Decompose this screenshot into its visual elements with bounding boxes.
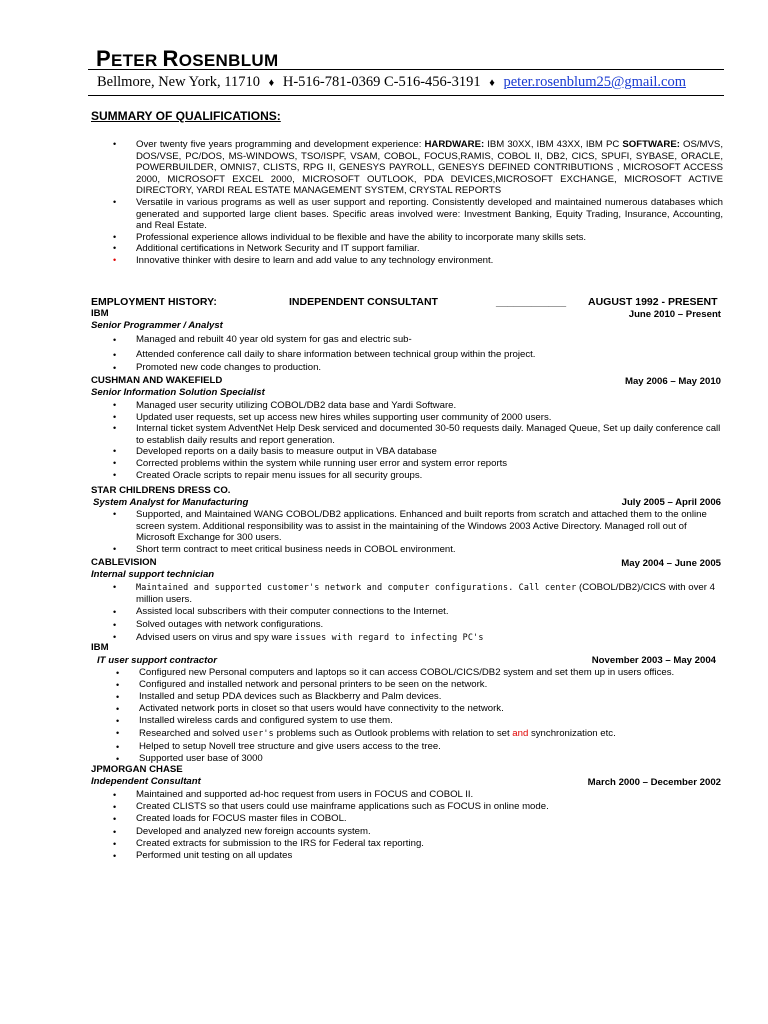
company-name: CUSHMAN AND WAKEFIELD — [91, 375, 223, 386]
list-item: • Created loads for FOCUS master files in COBOL. — [136, 813, 723, 825]
summary-item: • Over twenty five years programming and development experience: HARDWARE: IBM 30XX, IBM 43XX, IBM PC SOFTWARE: OS/MVS, DOS/VSE, PC/DOS, MS-WINDOWS, TSO/ISPF, VSAM, COBOL, FOCUS,RAMIS, COBOL II, DB2, CICS, SPUFI, SYBASE, ORACLE, POWERBUILDER, OMNIS7, CLISTS, RPG II, GENESYS PAYROLL, GENESYS DEFINED CONTRIBUTIONS , MICROSOFT ACCESS 2000, MICROSOFT EXCEL 2000, MICROSOFT OUTLOOK, PDA DEVICES,MICROSOFT EXCHANGE, MICROSOFT ACTIVE DIRECTORY, YARDI REAL ESTATE MANAGEMENT SYSTEM, CRYSTAL REPORTS — [136, 139, 723, 197]
list-item: • Created Oracle scripts to repair menu issues for all security groups. — [136, 470, 723, 482]
list-item: • Corrected problems within the system while running user error and system error reports — [136, 458, 723, 470]
job-bullets — [136, 400, 723, 481]
job-title: Internal support technician — [91, 569, 215, 580]
resume-name: PETER ROSENBLUM — [96, 46, 279, 71]
list-item: • Supported user base of 3000 — [139, 753, 723, 765]
company-name: JPMORGAN CHASE — [91, 764, 183, 775]
list-item: • Promoted new code changes to production. — [136, 362, 723, 375]
job-dates: March 2000 – December 2002 — [587, 777, 721, 788]
list-item: • Managed user security utilizing COBOL/DB2 data base and Yardi Software. — [136, 400, 723, 412]
list-item: • Installed wireless cards and configured system to use them. — [139, 715, 723, 727]
list-item: • Maintained and supported ad-hoc request from users in FOCUS and COBOL II. — [136, 789, 723, 801]
job-title: IT user support contractor — [97, 655, 217, 666]
job-dates: July 2005 – April 2006 — [621, 497, 721, 508]
list-item: • Internal ticket system AdventNet Help Desk serviced and documented 30-50 requests daily. Managed Queue, Set up daily conference call to establish daily results and report generation. — [136, 423, 723, 446]
job-bullets — [136, 334, 723, 375]
job-bullets — [139, 667, 723, 765]
company-name: IBM — [91, 308, 109, 319]
employment-blank: ____________ — [496, 296, 567, 308]
job-bullets — [136, 509, 723, 555]
list-item: • Assisted local subscribers with their computer connections to the Internet. — [136, 606, 723, 618]
list-item: • Short term contract to meet critical business needs in COBOL environment. — [136, 544, 723, 556]
job-dates: June 2010 – Present — [628, 309, 721, 320]
job-title: Independent Consultant — [91, 776, 201, 787]
email-link[interactable]: peter.rosenblum25@gmail.com — [503, 74, 686, 90]
employment-heading: EMPLOYMENT HISTORY: — [91, 296, 217, 308]
separator-diamond-icon: ♦ — [268, 77, 275, 89]
header-rule-bottom — [88, 95, 724, 96]
employment-consultant: INDEPENDENT CONSULTANT — [289, 296, 438, 308]
employment-range: AUGUST 1992 - PRESENT — [588, 296, 718, 308]
summary-heading: SUMMARY OF QUALIFICATIONS: — [91, 109, 281, 123]
list-item: • Advised users on virus and spy ware issues with regard to infecting PC's — [136, 631, 723, 644]
address: Bellmore, New York, 11710 — [97, 74, 260, 90]
list-item: • Developed reports on a daily basis to measure output in VBA database — [136, 446, 723, 458]
company-name: STAR CHILDRENS DRESS CO. — [91, 485, 231, 496]
summary-list — [136, 139, 723, 267]
list-item: • Managed and rebuilt 40 year old system for gas and electric sub- — [136, 334, 723, 347]
summary-item: • Innovative thinker with desire to learn and add value to any technology environment. — [136, 255, 723, 267]
job-bullets — [136, 581, 723, 644]
job-dates: November 2003 – May 2004 — [591, 655, 716, 666]
job-title: Senior Programmer / Analyst — [91, 320, 223, 331]
list-item: • Configured and installed network and personal printers to be seen on the network. — [139, 679, 723, 691]
job-dates: May 2006 – May 2010 — [624, 376, 721, 387]
separator-diamond-icon: ♦ — [489, 77, 495, 89]
phone-numbers: H-516-781-0369 C-516-456-3191 — [282, 74, 481, 90]
summary-item: • Additional certifications in Network Security and IT support familiar. — [136, 243, 723, 255]
list-item: • Updated user requests, set up access new hires whiles supporting user community of 2000 users. — [136, 412, 723, 424]
list-item: • Developed and analyzed new foreign accounts system. — [136, 826, 723, 838]
list-item: • Researched and solved user's problems such as Outlook problems with relation to set and synchronization etc. — [139, 727, 723, 740]
list-item: • Solved outages with network configurations. — [136, 619, 723, 631]
list-item: • Maintained and supported customer's network and computer configurations. Call center (COBOL/DB2)/CICS with over 4 million users. — [136, 581, 723, 606]
list-item: • Supported, and Maintained WANG COBOL/DB2 applications. Enhanced and built reports from scratch and attached them to the online screen system. Additional responsibility was to assist in the maintaining of the Windows 2003 Active Directory. Managed roll out of Microsoft Exchange for 300 users. — [136, 509, 723, 544]
list-item: • Created extracts for submission to the IRS for Federal tax reporting. — [136, 838, 723, 850]
job-title: System Analyst for Manufacturing — [93, 497, 249, 508]
job-bullets — [136, 789, 723, 862]
list-item: • Helped to setup Novell tree structure and give users access to the tree. — [139, 741, 723, 753]
company-name: IBM — [91, 642, 109, 653]
header-rule-top — [88, 69, 724, 70]
list-item: • Configured new Personal computers and laptops so it can access COBOL/CICS/DB2 system and set them up in users offices. — [139, 667, 723, 679]
list-item: • Attended conference call daily to share information between technical group within the project. — [136, 349, 723, 362]
list-item: • Activated network ports in closet so that users would have connectivity to the network. — [139, 703, 723, 715]
summary-item: • Versatile in various programs as well as user support and reporting. Consistently developed and maintained numerous databases which generated and supported large client bases. Specific areas involved were: Investment Banking, Equity Trading, Insurance, Accounting, and Real Estate. — [136, 197, 723, 232]
job-dates: May 2004 – June 2005 — [621, 558, 721, 569]
job-title: Senior Information Solution Specialist — [91, 387, 265, 398]
list-item: • Created CLISTS so that users could use mainframe applications such as FOCUS in online mode. — [136, 801, 723, 813]
company-name: CABLEVISION — [91, 557, 157, 568]
contact-line — [97, 74, 686, 91]
summary-item: • Professional experience allows individual to be flexible and have the ability to incorporate many skills sets. — [136, 232, 723, 244]
list-item: • Installed and setup PDA devices such as Blackberry and Palm devices. — [139, 691, 723, 703]
list-item: • Performed unit testing on all updates — [136, 850, 723, 862]
